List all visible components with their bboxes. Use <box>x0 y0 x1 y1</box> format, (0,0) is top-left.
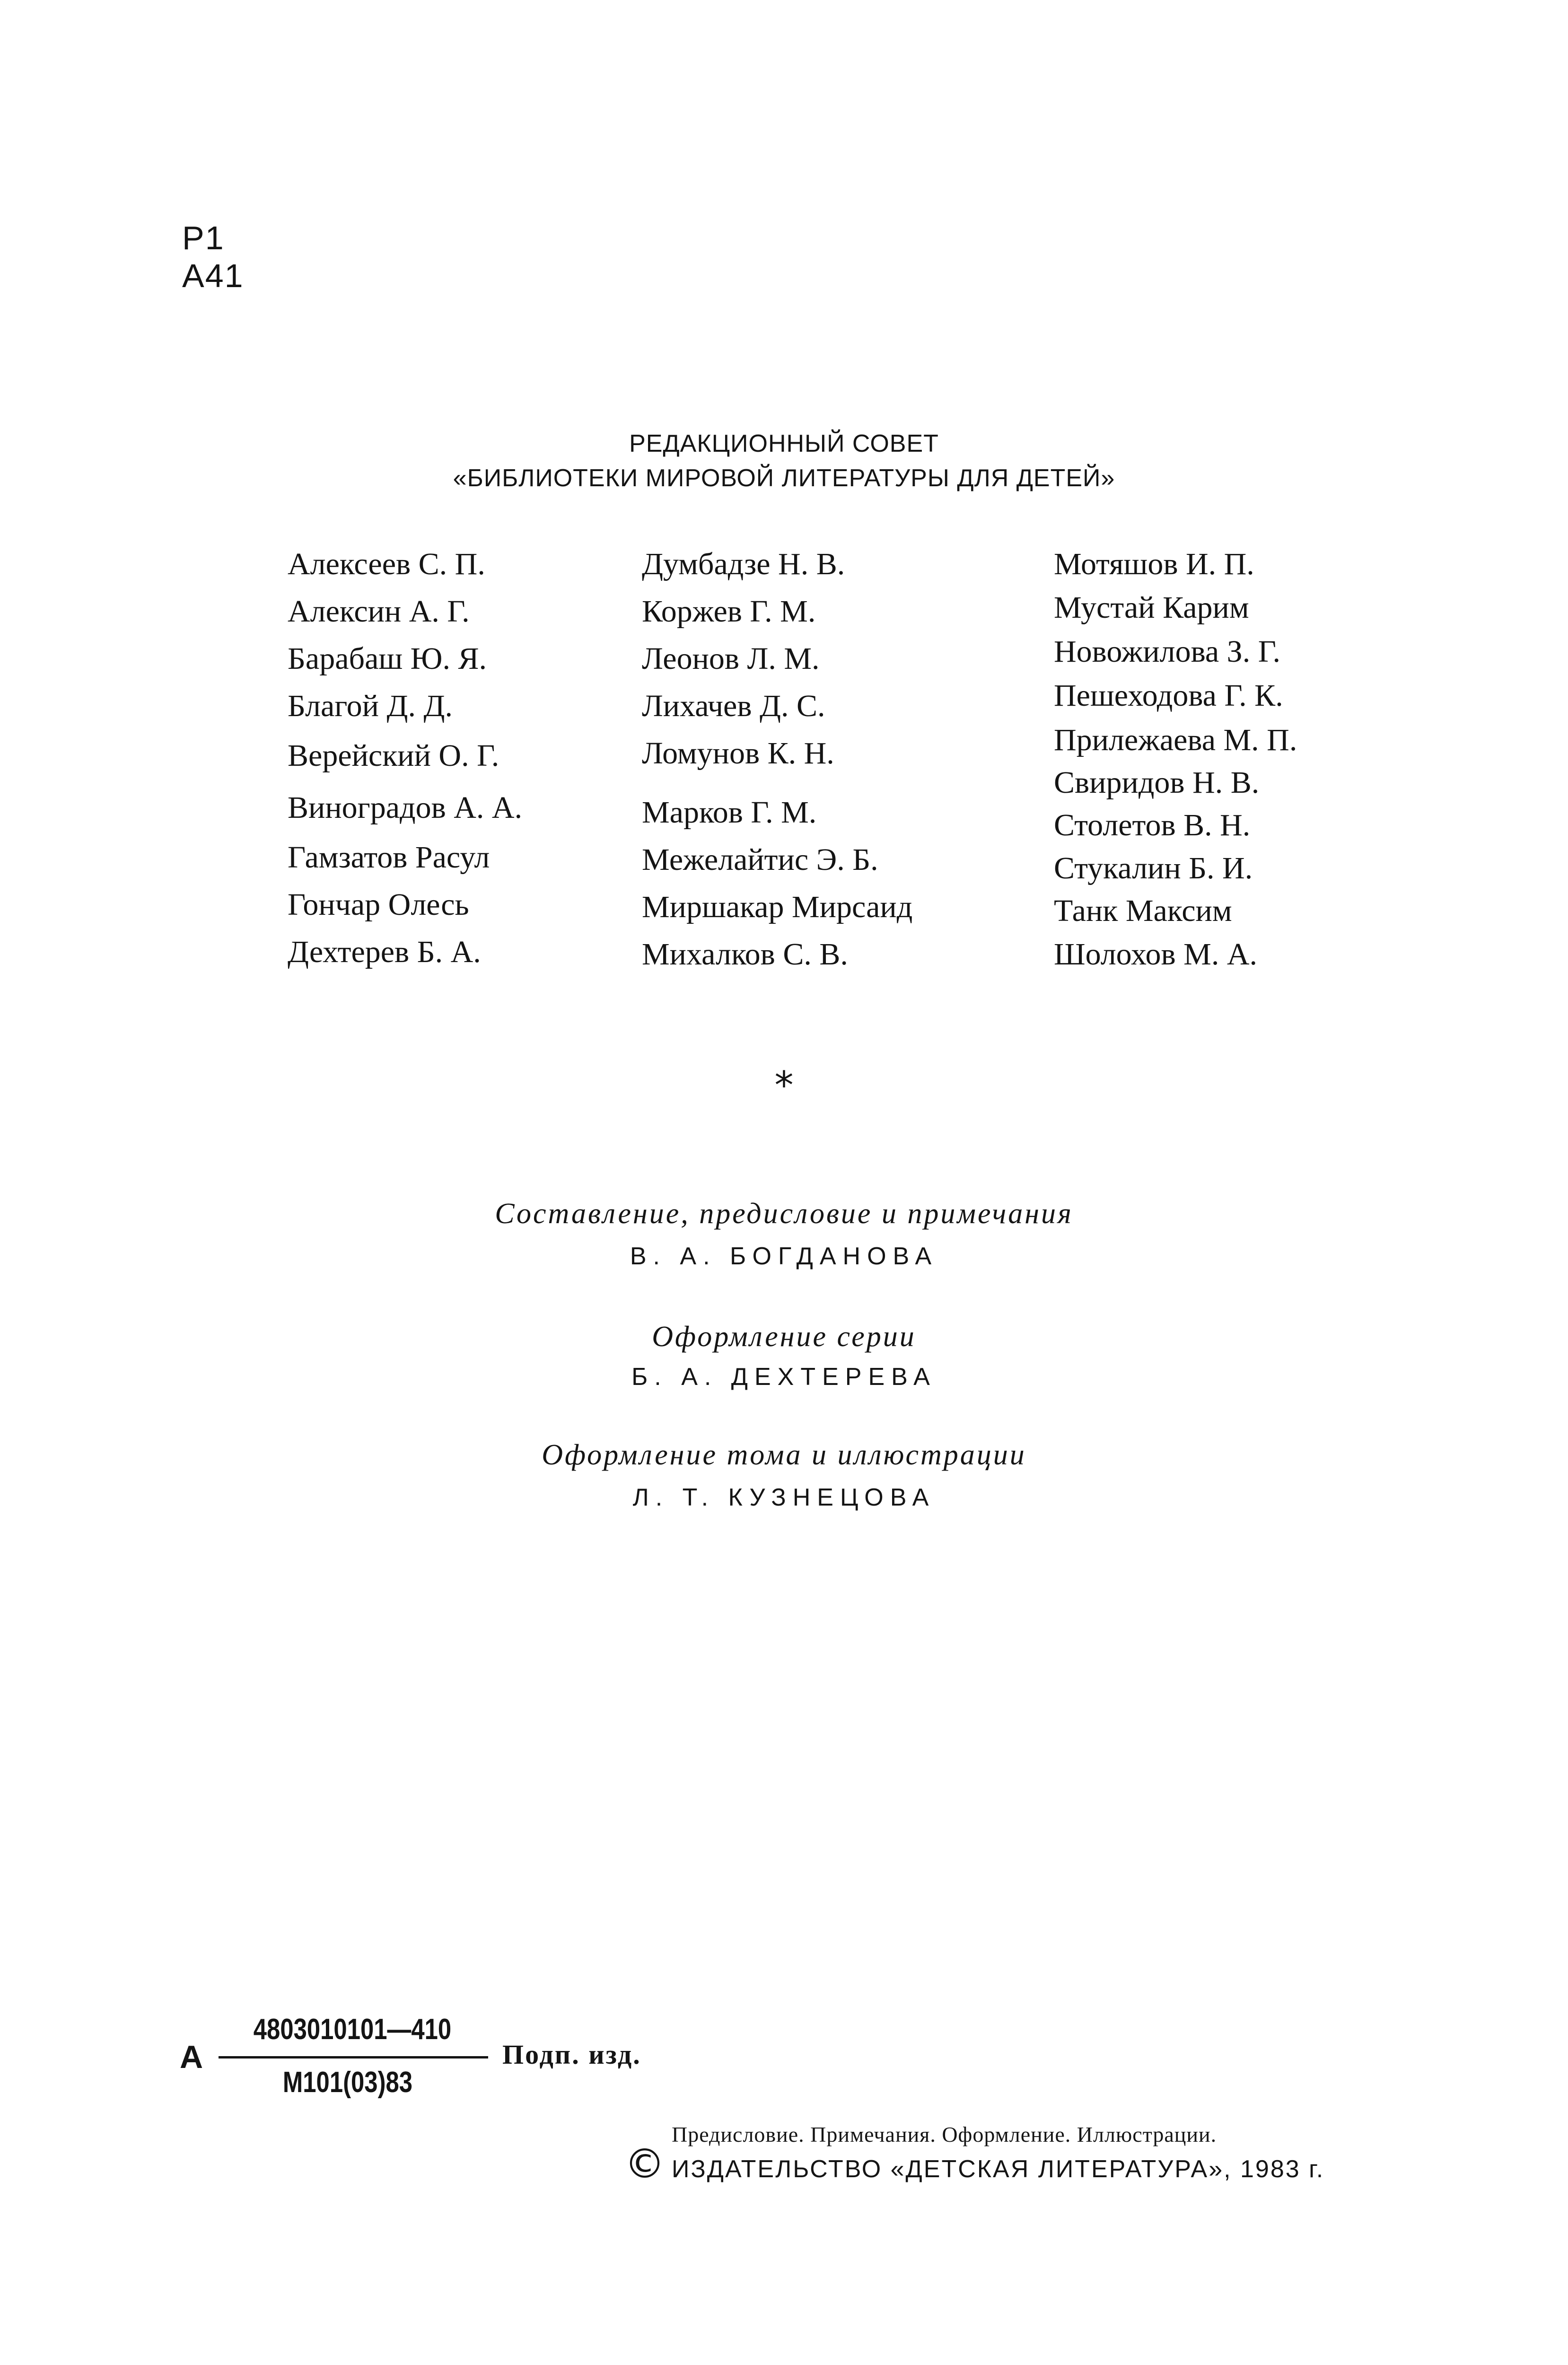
credit-name-series-design: Б. А. ДЕХТЕРЕВА <box>631 1363 937 1391</box>
credit-label-series-design: Оформление серии <box>652 1321 916 1353</box>
member-name: Алексин А. Г. <box>288 594 470 629</box>
member-name: Миршакар Мирсаид <box>642 890 913 924</box>
editorial-board-subtitle: «БИБЛИОТЕКИ МИРОВОЙ ЛИТЕРАТУРЫ ДЛЯ ДЕТЕЙ» <box>453 464 1115 492</box>
catalog-code-a: А41 <box>182 257 244 294</box>
index-letter: А <box>180 2039 203 2075</box>
member-name: Пешеходова Г. К. <box>1054 678 1283 713</box>
member-name: Мотяшов И. П. <box>1054 547 1254 581</box>
credit-label-volume-design: Оформление тома и иллюстрации <box>542 1439 1026 1471</box>
copyright-publisher: ИЗДАТЕЛЬСТВО «ДЕТСКАЯ ЛИТЕРАТУРА», 1983 г. <box>672 2155 1325 2183</box>
asterisk-separator: * <box>774 1063 794 1107</box>
member-name: Межелайтис Э. Б. <box>642 842 878 877</box>
member-name: Ломунов К. Н. <box>642 736 834 771</box>
member-name: Дехтерев Б. А. <box>288 935 481 969</box>
member-name: Благой Д. Д. <box>288 689 453 723</box>
member-name: Виноградов А. А. <box>288 790 523 825</box>
index-denominator: М101(03)83 <box>282 2066 413 2099</box>
credit-label-compilation: Составление, предисловие и примечания <box>495 1198 1073 1230</box>
member-name: Шолохов М. А. <box>1054 937 1257 972</box>
credit-name-compilation: В. А. БОГДАНОВА <box>630 1243 938 1270</box>
member-name: Мустай Карим <box>1054 590 1249 625</box>
credit-name-volume-design: Л. Т. КУЗНЕЦОВА <box>632 1484 936 1511</box>
member-name: Думбадзе Н. В. <box>642 547 845 581</box>
index-fraction-line <box>219 2056 488 2058</box>
copyright-subjects: Предисловие. Примечания. Оформление. Иллюстрации. <box>672 2122 1217 2146</box>
index-numerator: 4803010101—410 <box>253 2013 452 2046</box>
member-name: Танк Максим <box>1054 893 1232 928</box>
member-name: Лихачев Д. С. <box>642 689 825 723</box>
member-name: Гамзатов Расул <box>288 840 490 875</box>
subscription-note: Подп. изд. <box>502 2039 641 2070</box>
member-name: Алексеев С. П. <box>288 547 485 581</box>
copyright-icon: © <box>624 2140 665 2188</box>
member-name: Леонов Л. М. <box>642 641 820 676</box>
catalog-code-r: Р1 <box>182 219 225 256</box>
member-name: Прилежаева М. П. <box>1054 723 1297 757</box>
member-name: Михалков С. В. <box>642 937 848 972</box>
member-name: Барабаш Ю. Я. <box>288 641 487 676</box>
member-name: Верейский О. Г. <box>288 738 499 773</box>
member-name: Новожилова З. Г. <box>1054 634 1280 669</box>
member-name: Гончар Олесь <box>288 887 469 922</box>
member-name: Марков Г. М. <box>642 795 817 830</box>
member-name: Стукалин Б. И. <box>1054 851 1253 885</box>
member-name: Коржев Г. М. <box>642 594 816 629</box>
member-name: Столетов В. Н. <box>1054 808 1251 842</box>
member-name: Свиридов Н. В. <box>1054 765 1260 800</box>
editorial-board-title: РЕДАКЦИОННЫЙ СОВЕТ <box>629 430 939 457</box>
